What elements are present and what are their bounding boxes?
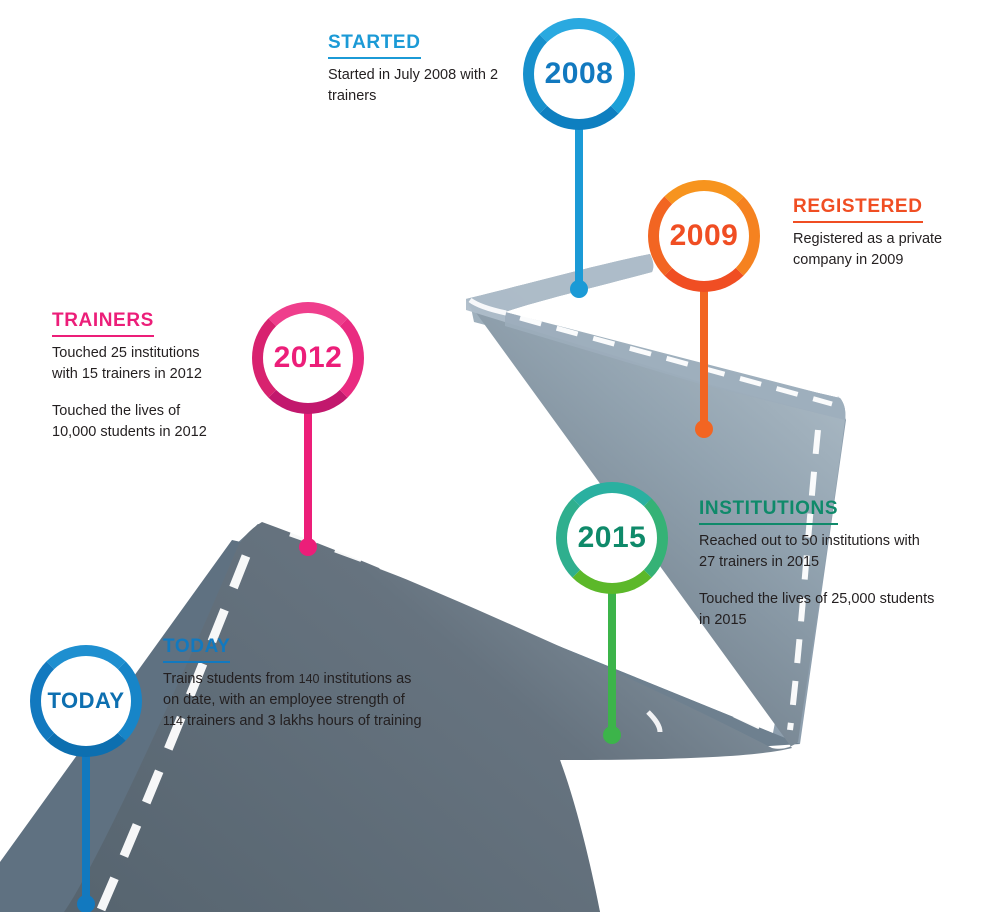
pin-label-2008: 2008 [544,57,614,90]
text-block-institutions [699,498,939,631]
pin-dot-2012 [299,538,317,556]
pin-label-2009: 2009 [669,219,739,252]
pin-circle-2009[interactable] [648,180,760,292]
pin-circle-2012[interactable] [252,302,364,414]
pin-label-2015: 2015 [577,521,647,554]
heading-trainers: TRAINERS [52,310,154,337]
today-text-part2: institutions as on date, with an employee strength of [163,671,412,709]
heading-today: TODAY [163,636,230,663]
today-number-trainers: 114 [163,714,183,729]
paragraph-trainers-1: Touched 25 institutions with 15 trainers in 2012 [52,345,202,383]
heading-institutions: INSTITUTIONS [699,498,838,525]
paragraph-today-1 [163,669,423,732]
paragraph-registered-1: Registered as a private company in 2009 [793,231,943,269]
pin-dot-2015 [603,726,621,744]
text-block-trainers [52,310,210,443]
pin-dot-today [77,895,95,912]
pin-stem-2015 [608,582,616,732]
text-block-registered [793,196,978,271]
pin-dot-2009 [695,420,713,438]
pin-dot-2008 [570,280,588,298]
heading-started: STARTED [328,32,421,59]
text-block-started [328,32,503,107]
pin-stem-2009 [700,280,708,430]
text-block-today [163,636,423,732]
paragraph-institutions-1: Reached out to 50 institutions with 27 trainers in 2015 [699,533,920,571]
paragraph-trainers-2: Touched the lives of 10,000 students in 2012 [52,403,207,441]
pin-circle-today[interactable] [30,645,142,757]
today-text-part3: trainers and 3 lakhs hours of training [182,713,422,730]
today-number-institutions: 140 [298,672,320,686]
today-text-part1: Trains students from [163,671,299,687]
pin-label-2012: 2012 [273,341,343,374]
pin-stem-2012 [304,402,312,547]
pin-circle-2015[interactable] [556,482,668,594]
pin-stem-2008 [575,118,583,293]
pin-stem-today [82,745,90,905]
pin-circle-2008[interactable] [523,18,635,130]
paragraph-started-1: Started in July 2008 with 2 trainers [328,67,499,105]
paragraph-institutions-2: Touched the lives of 25,000 students in 2015 [699,591,935,629]
pin-label-today: TODAY [47,688,125,713]
heading-registered: REGISTERED [793,196,923,223]
